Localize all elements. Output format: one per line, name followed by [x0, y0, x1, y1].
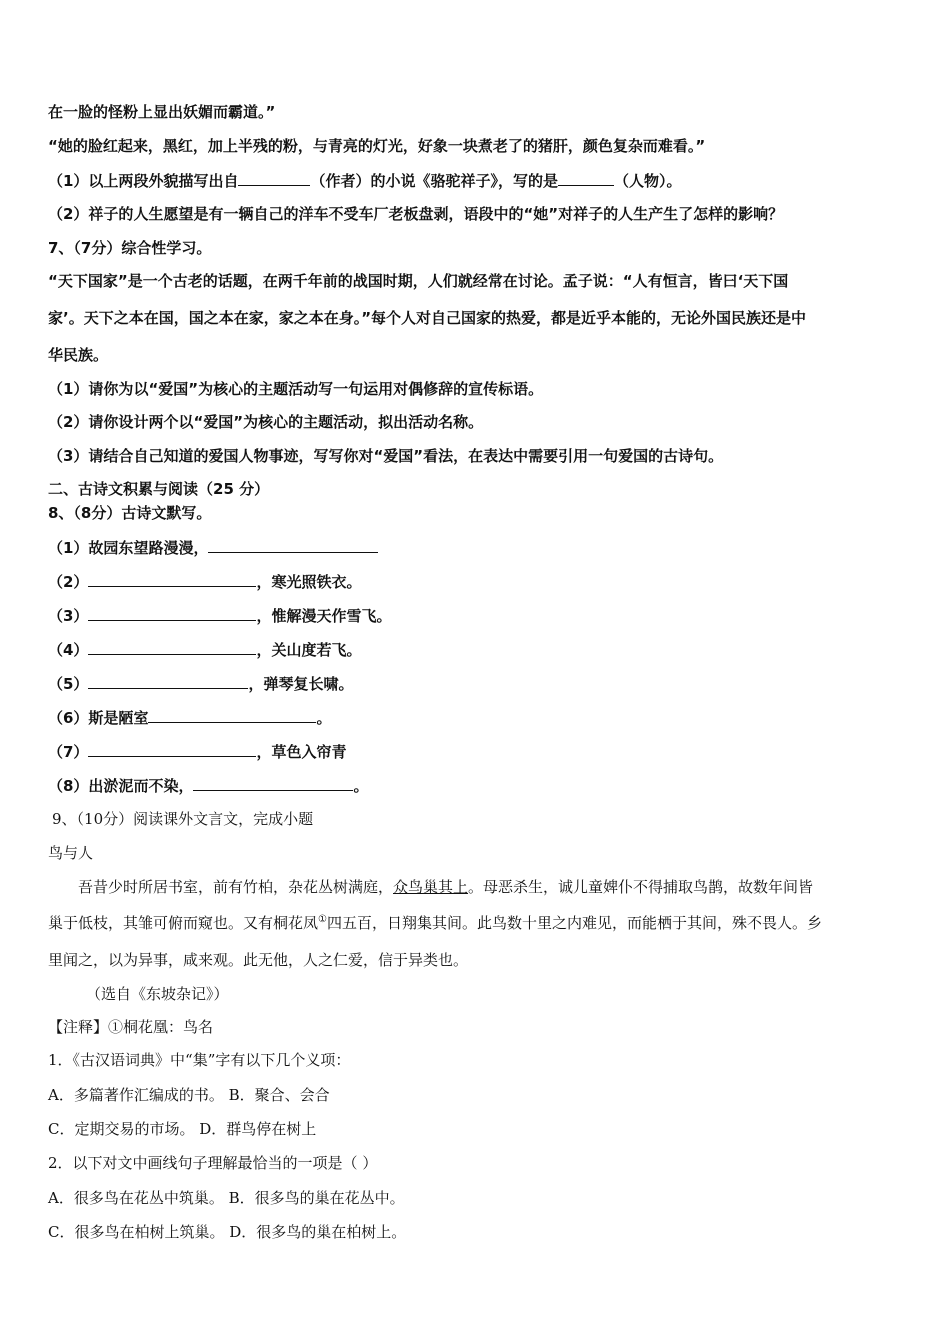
- text-line: “天下国家”是一个古老的话题，在两千年前的战国时期，人们就经常在讨论。孟子说：“人有恒言，皆曰‘天下国: [48, 272, 789, 290]
- passage-title: 鸟与人: [48, 844, 94, 862]
- options: C．很多鸟在柏树上筑巢。 D．很多鸟的巢在柏树上。: [48, 1223, 407, 1241]
- options: A．多篇著作汇编成的书。 B．聚合、会合: [48, 1086, 330, 1104]
- answer-blank[interactable]: [88, 605, 256, 621]
- text: （6）斯是陋室: [48, 709, 149, 727]
- text: （3）: [48, 607, 89, 625]
- answer-blank[interactable]: [88, 741, 256, 757]
- fill-item: [48, 537, 378, 558]
- fill-item: [48, 571, 361, 592]
- text: 巢于低枝，其雏可俯而窥也。又有桐花凤: [48, 914, 319, 932]
- answer-blank[interactable]: [208, 537, 378, 553]
- question-7-1: （1）请你为以“爱国”为核心的主题活动写一句运用对偶修辞的宣传标语。: [48, 380, 544, 398]
- footnote-marker: ①: [318, 914, 327, 925]
- question-6-1: [48, 170, 681, 191]
- fill-item: [48, 673, 353, 694]
- passage-source: （选自《东坡杂记》）: [86, 985, 229, 1003]
- text: 。: [353, 777, 369, 795]
- text: （8）出淤泥而不染，: [48, 777, 194, 795]
- text: （5）: [48, 675, 89, 693]
- footnote: 【注释】①桐花凰：鸟名: [48, 1018, 214, 1036]
- text: （1）故园东望路漫漫，: [48, 539, 209, 557]
- question-7-heading: 7、（7分）综合性学习。: [48, 239, 212, 257]
- passage-line: [48, 913, 822, 933]
- passage-line: [78, 877, 813, 897]
- text: 。: [316, 709, 332, 727]
- question-8-heading: 8、（8分）古诗文默写。: [48, 504, 212, 522]
- question-7-2: （2）请你设计两个以“爱国”为核心的主题活动，拟出活动名称。: [48, 413, 484, 431]
- text-line: “她的脸红起来，黑红，加上半残的粉，与青亮的灯光，好象一块煮老了的猪肝，颜色复杂而难看。”: [48, 137, 706, 155]
- options: A．很多鸟在花丛中筑巢。 B．很多鸟的巢在花丛中。: [48, 1189, 405, 1207]
- text: （7）: [48, 743, 89, 761]
- text: （2）: [48, 573, 89, 591]
- section-2-heading: 二、古诗文积累与阅读（25 分）: [48, 480, 270, 498]
- text: ，关山度若飞。: [256, 641, 362, 659]
- text: 。母恶杀生，诚儿童婢仆不得捕取鸟鹊，故数年间皆: [468, 878, 814, 896]
- sub-question-2: 2．以下对文中画线句子理解最恰当的一项是（ ）: [48, 1154, 378, 1172]
- text-line: 在一脸的怪粉上显出妖媚而霸道。”: [48, 103, 276, 121]
- text: 吾昔少时所居书室，前有竹柏，杂花丛树满庭，: [78, 878, 394, 896]
- text: （作者）的小说《骆驼祥子》，写的是: [310, 172, 558, 190]
- fill-item: [48, 639, 361, 660]
- answer-blank[interactable]: [88, 639, 256, 655]
- answer-blank[interactable]: [238, 170, 310, 186]
- text-line: 家’。天下之本在国，国之本在家，家之本在身。”每个人对自己国家的热爱，都是近乎本能的，无论外国民族还是中: [48, 309, 807, 327]
- underlined-sentence: 众鸟巢其上: [393, 878, 469, 896]
- text: （人物）。: [613, 172, 682, 190]
- answer-blank[interactable]: [193, 775, 353, 791]
- text: ，惟解漫天作雪飞。: [256, 607, 392, 625]
- text-line: 华民族。: [48, 346, 109, 364]
- options: C．定期交易的市场。 D．群鸟停在树上: [48, 1120, 317, 1138]
- question-7-3: （3）请结合自己知道的爱国人物事迹，写写你对“爱国”看法，在表达中需要引用一句爱国的古诗句。: [48, 447, 724, 465]
- fill-item: [48, 605, 391, 626]
- fill-item: [48, 741, 346, 762]
- sub-question-1: 1．《古汉语词典》中“集”字有以下几个义项：: [48, 1051, 351, 1069]
- text: ，弹琴复长啸。: [248, 675, 354, 693]
- text: ，寒光照铁衣。: [256, 573, 362, 591]
- answer-blank[interactable]: [148, 707, 316, 723]
- text: ，草色入帘青: [256, 743, 347, 761]
- fill-item: [48, 707, 331, 728]
- answer-blank[interactable]: [88, 571, 256, 587]
- answer-blank[interactable]: [88, 673, 248, 689]
- text: 四五百，日翔集其间。此鸟数十里之内难见，而能栖于其间，殊不畏人。乡: [326, 914, 822, 932]
- fill-item: [48, 775, 368, 796]
- text: （4）: [48, 641, 89, 659]
- passage-line: 里闻之，以为异事，咸来观。此无他，人之仁爱，信于异类也。: [48, 951, 469, 969]
- text: （1）以上两段外貌描写出自: [48, 172, 239, 190]
- question-6-2: （2）祥子的人生愿望是有一辆自己的洋车不受车厂老板盘剥，语段中的“她”对祥子的人生产生了怎样的影响？: [48, 205, 784, 223]
- question-9-heading: 9、（10分）阅读课外文言文，完成小题: [52, 810, 314, 828]
- answer-blank[interactable]: [558, 170, 614, 186]
